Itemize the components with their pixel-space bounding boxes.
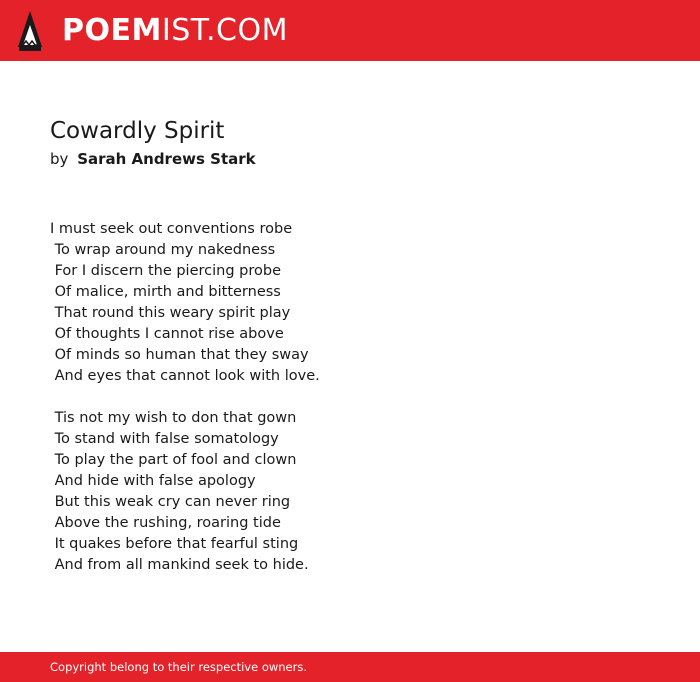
poem-line: Tis not my wish to don that gown — [50, 410, 297, 426]
poem-title: Cowardly Spirit — [50, 118, 225, 144]
poem-line: And from all mankind seek to hide. — [50, 557, 309, 573]
copyright-text: Copyright belong to their respective owners. — [50, 660, 308, 674]
byline — [50, 148, 256, 170]
poem-line: I must seek out conventions robe — [50, 221, 293, 237]
poem-body — [50, 219, 320, 576]
poem-stanza — [50, 408, 320, 576]
logo-text-light: IST.COM — [161, 13, 288, 48]
byline-by-label: by — [50, 150, 69, 168]
poem-line: Above the rushing, roaring tide — [50, 515, 281, 531]
poem-line: That round this weary spirit play — [50, 305, 291, 321]
pencil-tip-icon[interactable] — [17, 10, 43, 52]
stanza-divider — [50, 387, 320, 408]
site-footer — [0, 652, 700, 682]
poem-line: It quakes before that fearful sting — [50, 536, 299, 552]
poem-line: And eyes that cannot look with love. — [50, 368, 320, 384]
author-link[interactable]: Sarah Andrews Stark — [77, 150, 256, 168]
poem-line: To play the part of fool and clown — [50, 452, 297, 468]
poem-line: Of malice, mirth and bitterness — [50, 284, 281, 300]
poem-line: To wrap around my nakedness — [50, 242, 276, 258]
site-header — [0, 0, 700, 61]
poem-line: And hide with false apology — [50, 473, 256, 489]
poem-line: Of minds so human that they sway — [50, 347, 309, 363]
poem-line: But this weak cry can never ring — [50, 494, 291, 510]
logo-text-bold: POEM — [62, 13, 162, 48]
poem-line: For I discern the piercing probe — [50, 263, 281, 279]
poem-stanza — [50, 219, 320, 387]
poem-line: To stand with false somatology — [50, 431, 279, 447]
poem-line: Of thoughts I cannot rise above — [50, 326, 284, 342]
site-logo-link[interactable] — [62, 13, 288, 49]
